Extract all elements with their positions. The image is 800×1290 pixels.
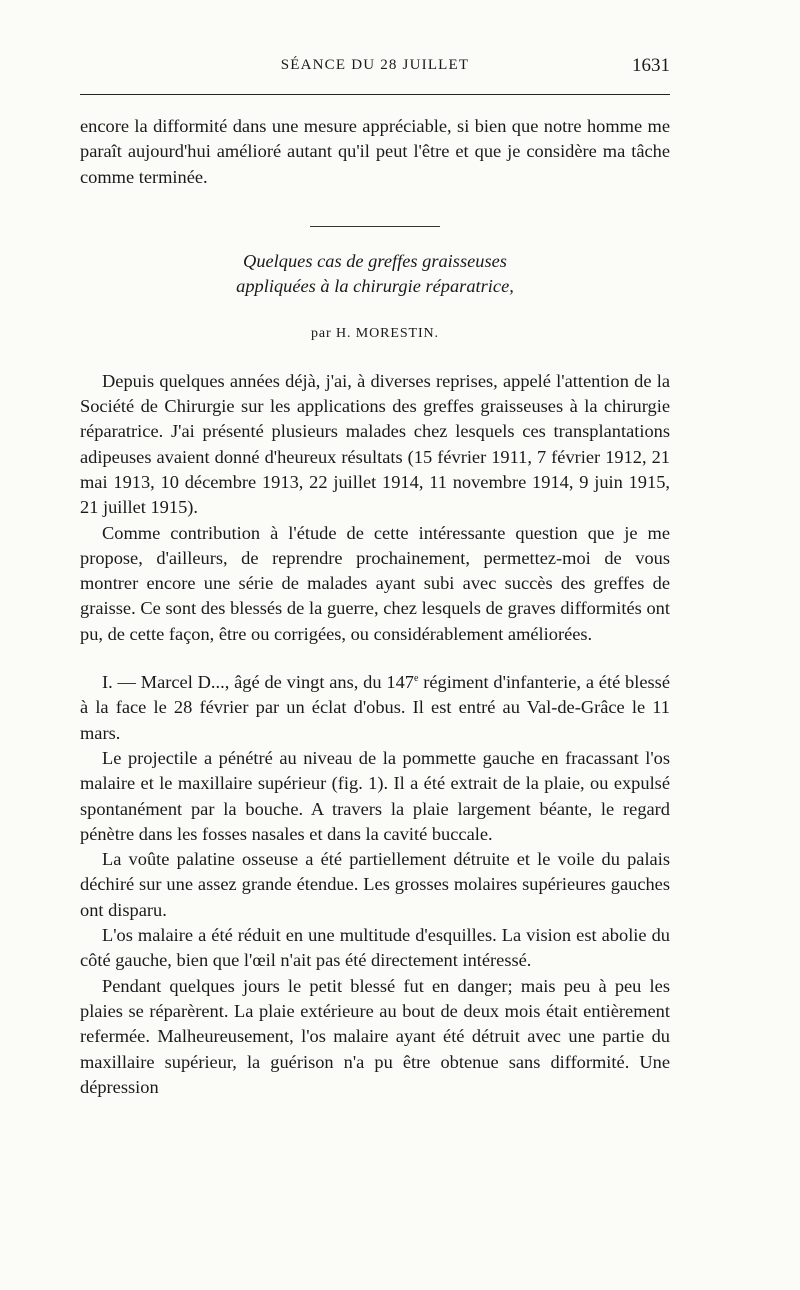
page-number: 1631 bbox=[632, 55, 670, 76]
article-title-line-1: Quelques cas de greffes graisseuses bbox=[243, 250, 507, 271]
case-paragraph: Le projectile a pénétré au niveau de la pommette gauche en fracassant l'os malaire et le maxillaire supérieur (fig. 1). Il a été extrait de la plaie, ou expulsé spontanément par la bouche. A travers la plaie largement béante, le regard pénètre dans les fosses nasales et dans la cavité buccale. bbox=[80, 747, 670, 844]
paragraph-gap bbox=[80, 647, 670, 670]
section-separator bbox=[310, 226, 440, 227]
ordinal-superscript: e bbox=[413, 672, 419, 684]
intro-paragraph: Comme contribution à l'étude de cette intéressante question que je me propose, d'ailleurs, de reprendre prochainement, permettez-moi de vous montrer encore une série de malades ayant subi avec succès des greffes de graisse. Ce sont des blessés de la guerre, chez lesquels de graves difformités ont pu, de cette façon, être ou corrigées, ou considérablement améliorées. bbox=[80, 522, 670, 644]
page-body bbox=[80, 114, 670, 1100]
running-title: SÉANCE DU 28 JUILLET bbox=[280, 57, 470, 73]
case-paragraph: Pendant quelques jours le petit blessé fut en danger; mais peu à peu les plaies se réparèrent. La plaie extérieure au bout de deux mois était entièrement refermée. Malheureusement, l'os malaire ayant été détruit avec une partie du maxillaire supérieur, la guérison n'a pu être obtenue sans difformité. Une dépression bbox=[80, 975, 670, 1097]
article-author: par H. MORESTIN. bbox=[311, 326, 439, 342]
continued-paragraph: encore la difformité dans une mesure appréciable, si bien que notre homme me paraît aujourd'hui amélioré autant qu'il peut l'être et que je considère ma tâche comme terminée. bbox=[80, 116, 670, 187]
case-paragraph: La voûte palatine osseuse a été partiellement détruite et le voile du palais déchiré sur une assez grande étendue. Les grosses molaires supérieures gauches ont disparu. bbox=[80, 849, 670, 920]
article-title bbox=[80, 249, 670, 300]
page-header bbox=[80, 57, 670, 81]
case-text-end: régiment d'infanterie, a été blessé à la face le 28 février par un éclat d'obus. Il est entré au Val-de-Grâce le 11 mars. bbox=[80, 672, 670, 743]
case-paragraph: L'os malaire a été réduit en une multitude d'esquilles. La vision est abolie du côté gauche, bien que l'œil n'ait pas été directement intéressé. bbox=[80, 925, 670, 971]
header-rule bbox=[80, 94, 670, 95]
case-heading-paragraph bbox=[80, 670, 670, 746]
case-text-start: I. — Marcel D..., âgé de vingt ans, du 147 bbox=[102, 672, 414, 693]
intro-paragraph: Depuis quelques années déjà, j'ai, à diverses reprises, appelé l'attention de la Société de Chirurgie sur les applications des greffes graisseuses à la chirurgie réparatrice. J'ai présenté plusieurs malades chez lesquels ces transplantations adipeuses avaient donné d'heureux résultats (15 février 1911, 7 février 1912, 21 mai 1913, 10 décembre 1913, 22 juillet 1914, 11 novembre 1914, 9 juin 1915, 21 juillet 1915). bbox=[80, 370, 670, 518]
article-title-line-2: appliquées à la chirurgie réparatrice, bbox=[236, 276, 514, 297]
